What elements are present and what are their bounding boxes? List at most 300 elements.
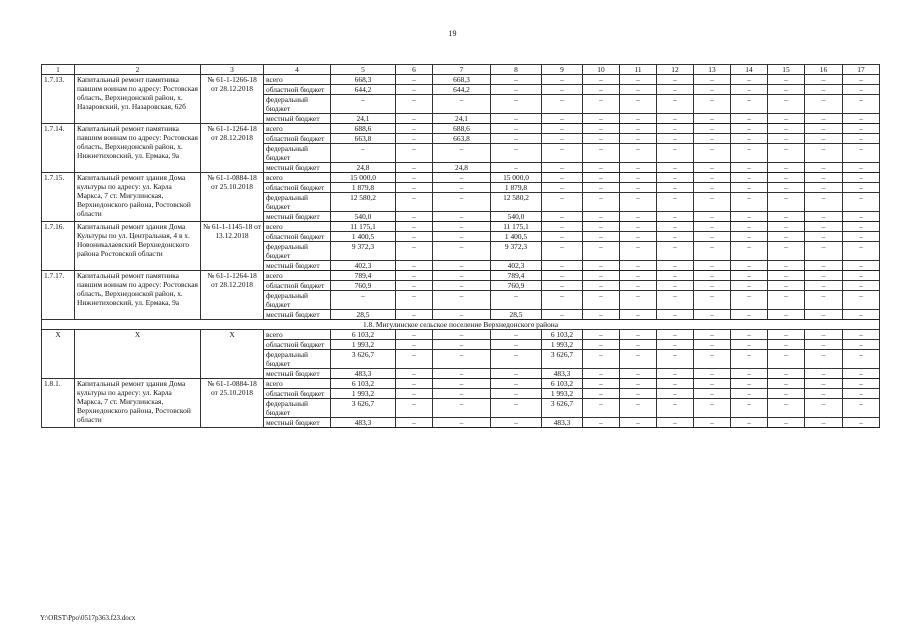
column-header-row [42, 65, 880, 75]
value-cell: – [805, 310, 843, 320]
item-number: 1.7.16. [42, 222, 75, 271]
item-description: Х [75, 330, 201, 379]
value-cell: – [694, 163, 731, 173]
value-cell: – [843, 173, 880, 183]
file-path-footer: Y:\ORST\Ppo\0517p363.f23.docx [40, 614, 136, 622]
value-cell: – [583, 85, 620, 95]
value-cell: – [768, 389, 805, 399]
value-cell: – [583, 291, 620, 310]
value-cell: – [768, 379, 805, 389]
value-cell: – [731, 418, 768, 428]
column-header: 13 [694, 65, 731, 75]
value-cell: 668,3 [433, 75, 491, 85]
value-cell: – [433, 183, 491, 193]
value-cell: 1 993,2 [542, 389, 583, 399]
value-cell: – [657, 85, 694, 95]
table-row [42, 124, 880, 134]
column-header: 2 [75, 65, 201, 75]
value-cell: – [396, 212, 433, 222]
value-cell: – [433, 144, 491, 163]
value-cell: – [843, 379, 880, 389]
value-cell: – [694, 291, 731, 310]
item-number: 1.7.17. [42, 271, 75, 320]
value-cell: 760,9 [331, 281, 396, 291]
value-cell: – [583, 350, 620, 369]
value-cell: 15 000,0 [491, 173, 542, 183]
value-cell: – [542, 95, 583, 114]
value-cell: – [694, 85, 731, 95]
value-cell: 1 993,2 [331, 389, 396, 399]
value-cell: – [433, 193, 491, 212]
value-cell: – [542, 173, 583, 183]
value-cell: – [657, 340, 694, 350]
value-cell: – [805, 134, 843, 144]
value-cell: – [396, 291, 433, 310]
value-cell: – [768, 271, 805, 281]
value-cell: – [843, 114, 880, 124]
value-cell: – [396, 183, 433, 193]
value-cell: – [768, 242, 805, 261]
column-header: 17 [843, 65, 880, 75]
value-cell: – [396, 330, 433, 340]
budget-source-label: федеральный бюджет [264, 350, 331, 369]
column-header: 1 [42, 65, 75, 75]
value-cell: 668,3 [331, 75, 396, 85]
value-cell: – [583, 310, 620, 320]
value-cell: – [542, 242, 583, 261]
value-cell: – [433, 350, 491, 369]
value-cell: – [620, 212, 657, 222]
value-cell: – [542, 222, 583, 232]
value-cell: – [396, 281, 433, 291]
value-cell: – [620, 310, 657, 320]
value-cell: – [731, 281, 768, 291]
value-cell: – [396, 95, 433, 114]
value-cell: 3 626,7 [542, 350, 583, 369]
value-cell: – [731, 75, 768, 85]
value-cell: – [433, 418, 491, 428]
value-cell: – [694, 379, 731, 389]
value-cell: – [396, 369, 433, 379]
value-cell: – [542, 212, 583, 222]
value-cell: – [396, 379, 433, 389]
value-cell: – [694, 173, 731, 183]
value-cell: – [583, 183, 620, 193]
value-cell: – [768, 95, 805, 114]
value-cell: – [491, 369, 542, 379]
value-cell: – [657, 291, 694, 310]
budget-source-label: всего [264, 222, 331, 232]
value-cell: – [731, 291, 768, 310]
value-cell: – [583, 418, 620, 428]
value-cell: – [620, 95, 657, 114]
value-cell: – [396, 163, 433, 173]
value-cell: – [805, 350, 843, 369]
value-cell: – [657, 330, 694, 340]
value-cell: – [843, 85, 880, 95]
budget-source-label: местный бюджет [264, 418, 331, 428]
value-cell: 1 400,5 [331, 232, 396, 242]
value-cell: – [396, 173, 433, 183]
value-cell: – [805, 114, 843, 124]
column-header: 9 [542, 65, 583, 75]
value-cell: – [805, 281, 843, 291]
value-cell: 540,0 [491, 212, 542, 222]
value-cell: 12 580,2 [491, 193, 542, 212]
value-cell: – [396, 271, 433, 281]
value-cell: – [491, 350, 542, 369]
value-cell: – [542, 310, 583, 320]
document-reference: № 61-1-1266-18 от 28.12.2018 [201, 75, 264, 124]
value-cell: – [843, 271, 880, 281]
budget-source-label: областной бюджет [264, 134, 331, 144]
value-cell: 483,3 [542, 418, 583, 428]
value-cell: – [805, 330, 843, 340]
value-cell: – [433, 232, 491, 242]
value-cell: – [694, 271, 731, 281]
value-cell: – [583, 173, 620, 183]
value-cell: – [433, 242, 491, 261]
value-cell: – [583, 399, 620, 418]
value-cell: – [620, 369, 657, 379]
value-cell: – [331, 95, 396, 114]
value-cell: – [768, 114, 805, 124]
column-header: 16 [805, 65, 843, 75]
value-cell: – [805, 75, 843, 85]
value-cell: – [396, 261, 433, 271]
value-cell: – [768, 281, 805, 291]
value-cell: – [843, 389, 880, 399]
value-cell: – [657, 134, 694, 144]
value-cell: – [433, 222, 491, 232]
item-description: Капитальный ремонт здания Дома культуры по адресу: ул. Карла Маркса, 7 ст. Мигулинская, Верхнедонского района, Ростовской области [75, 379, 201, 428]
value-cell: – [620, 163, 657, 173]
value-cell: – [731, 95, 768, 114]
budget-table [41, 64, 880, 428]
value-cell: – [768, 134, 805, 144]
column-header: 8 [491, 65, 542, 75]
budget-source-label: местный бюджет [264, 369, 331, 379]
value-cell: – [583, 212, 620, 222]
value-cell: – [694, 399, 731, 418]
value-cell: – [396, 399, 433, 418]
value-cell: 6 103,2 [331, 379, 396, 389]
value-cell: – [433, 310, 491, 320]
value-cell: – [657, 173, 694, 183]
value-cell: – [694, 232, 731, 242]
value-cell: – [542, 281, 583, 291]
value-cell: – [843, 399, 880, 418]
value-cell: – [620, 75, 657, 85]
value-cell: – [731, 212, 768, 222]
value-cell: – [731, 330, 768, 340]
value-cell: – [843, 134, 880, 144]
value-cell: – [620, 114, 657, 124]
value-cell: – [491, 85, 542, 95]
value-cell: 28,5 [491, 310, 542, 320]
value-cell: – [542, 163, 583, 173]
value-cell: – [583, 232, 620, 242]
value-cell: – [491, 114, 542, 124]
value-cell: – [657, 261, 694, 271]
table-row [42, 379, 880, 389]
value-cell: 15 000,0 [331, 173, 396, 183]
value-cell: – [396, 144, 433, 163]
value-cell: – [843, 330, 880, 340]
value-cell: – [396, 340, 433, 350]
item-number: 1.7.13. [42, 75, 75, 124]
value-cell: – [805, 193, 843, 212]
value-cell: – [620, 193, 657, 212]
value-cell: – [657, 281, 694, 291]
value-cell: – [396, 418, 433, 428]
value-cell: – [433, 95, 491, 114]
value-cell: – [396, 310, 433, 320]
value-cell: – [694, 222, 731, 232]
table-row [42, 75, 880, 85]
value-cell: – [433, 340, 491, 350]
value-cell: – [768, 85, 805, 95]
value-cell: – [657, 350, 694, 369]
value-cell: 12 580,2 [331, 193, 396, 212]
value-cell: – [657, 95, 694, 114]
value-cell: 3 626,7 [542, 399, 583, 418]
table-row [42, 330, 880, 340]
value-cell: – [542, 124, 583, 134]
value-cell: – [657, 242, 694, 261]
value-cell: 11 175,1 [331, 222, 396, 232]
value-cell: – [433, 291, 491, 310]
value-cell: – [731, 379, 768, 389]
value-cell: – [620, 291, 657, 310]
value-cell: – [620, 340, 657, 350]
value-cell: – [542, 183, 583, 193]
value-cell: 24,1 [331, 114, 396, 124]
value-cell: 760,9 [491, 281, 542, 291]
value-cell: – [843, 193, 880, 212]
column-header: 11 [620, 65, 657, 75]
item-number: 1.8.1. [42, 379, 75, 428]
value-cell: – [731, 134, 768, 144]
value-cell: – [768, 340, 805, 350]
value-cell: – [583, 271, 620, 281]
column-header: 3 [201, 65, 264, 75]
value-cell: – [396, 389, 433, 399]
budget-source-label: местный бюджет [264, 212, 331, 222]
value-cell: – [843, 163, 880, 173]
value-cell: – [843, 418, 880, 428]
value-cell: – [491, 95, 542, 114]
value-cell: – [805, 232, 843, 242]
value-cell: – [620, 144, 657, 163]
value-cell: – [433, 281, 491, 291]
value-cell: – [805, 242, 843, 261]
value-cell: – [768, 144, 805, 163]
value-cell: 9 372,3 [331, 242, 396, 261]
value-cell: – [694, 350, 731, 369]
table-row [42, 173, 880, 183]
value-cell: – [694, 193, 731, 212]
value-cell: – [768, 163, 805, 173]
value-cell: 483,3 [542, 369, 583, 379]
value-cell: – [657, 389, 694, 399]
value-cell: – [731, 261, 768, 271]
value-cell: – [396, 75, 433, 85]
value-cell: 663,8 [331, 134, 396, 144]
value-cell: – [620, 124, 657, 134]
value-cell: – [657, 222, 694, 232]
value-cell: – [491, 340, 542, 350]
value-cell: – [396, 193, 433, 212]
value-cell: – [583, 163, 620, 173]
column-header: 15 [768, 65, 805, 75]
value-cell: – [620, 281, 657, 291]
value-cell: – [694, 212, 731, 222]
budget-source-label: областной бюджет [264, 85, 331, 95]
value-cell: 9 372,3 [491, 242, 542, 261]
value-cell: – [491, 75, 542, 85]
budget-source-label: федеральный бюджет [264, 399, 331, 418]
value-cell: – [843, 222, 880, 232]
value-cell: – [491, 134, 542, 144]
item-number: 1.7.14. [42, 124, 75, 173]
table-body [42, 65, 880, 428]
value-cell: – [843, 95, 880, 114]
value-cell: – [768, 418, 805, 428]
value-cell: – [694, 114, 731, 124]
value-cell: – [620, 330, 657, 340]
value-cell: – [694, 242, 731, 261]
value-cell: – [433, 271, 491, 281]
column-header: 7 [433, 65, 491, 75]
budget-source-label: всего [264, 75, 331, 85]
value-cell: – [843, 144, 880, 163]
value-cell: – [843, 350, 880, 369]
value-cell: – [620, 379, 657, 389]
value-cell: 24,8 [331, 163, 396, 173]
value-cell: – [694, 261, 731, 271]
column-header: 10 [583, 65, 620, 75]
value-cell: – [731, 389, 768, 399]
value-cell: – [657, 232, 694, 242]
budget-source-label: областной бюджет [264, 232, 331, 242]
value-cell: – [694, 75, 731, 85]
value-cell: – [396, 222, 433, 232]
document-reference: № 61-1-0884-18 от 25.10.2018 [201, 173, 264, 222]
value-cell: – [805, 183, 843, 193]
value-cell: – [694, 144, 731, 163]
value-cell: – [433, 369, 491, 379]
value-cell: – [657, 193, 694, 212]
value-cell: – [694, 389, 731, 399]
value-cell: – [542, 75, 583, 85]
value-cell: – [433, 212, 491, 222]
value-cell: – [731, 193, 768, 212]
value-cell: 3 626,7 [331, 350, 396, 369]
value-cell: – [396, 350, 433, 369]
value-cell: – [731, 232, 768, 242]
value-cell: 540,0 [331, 212, 396, 222]
value-cell: – [657, 212, 694, 222]
value-cell: – [620, 418, 657, 428]
value-cell: – [491, 418, 542, 428]
value-cell: 6 103,2 [331, 330, 396, 340]
value-cell: – [731, 163, 768, 173]
item-description: Капитальный ремонт памятника павшим воинам по адресу: Ростовская область, Верхнедонской район, х. Назаровский, ул. Назаровская, 62б [75, 75, 201, 124]
value-cell: – [768, 173, 805, 183]
value-cell: – [768, 75, 805, 85]
value-cell: – [620, 85, 657, 95]
value-cell: – [542, 134, 583, 144]
value-cell: – [396, 114, 433, 124]
value-cell: – [583, 124, 620, 134]
value-cell: – [694, 330, 731, 340]
value-cell: – [768, 212, 805, 222]
value-cell: – [396, 242, 433, 261]
value-cell: – [657, 144, 694, 163]
item-description: Капитальный ремонт памятника павшим воинам по адресу: Ростовская область, Верхнедонской район, х. Нижнетиховский, ул. Ермака, 9а [75, 124, 201, 173]
value-cell: – [657, 418, 694, 428]
value-cell: – [583, 330, 620, 340]
value-cell: – [768, 124, 805, 134]
document-reference: № 61-1-1145-18 от 13.12.2018 [201, 222, 264, 271]
value-cell: 28,5 [331, 310, 396, 320]
value-cell: – [694, 369, 731, 379]
value-cell: – [583, 369, 620, 379]
value-cell: – [805, 291, 843, 310]
value-cell: – [768, 261, 805, 271]
budget-source-label: федеральный бюджет [264, 242, 331, 261]
value-cell: – [694, 281, 731, 291]
value-cell: 644,2 [331, 85, 396, 95]
value-cell: – [843, 75, 880, 85]
section-header-row [42, 320, 880, 330]
item-number: Х [42, 330, 75, 379]
value-cell: 24,8 [433, 163, 491, 173]
value-cell: – [805, 418, 843, 428]
value-cell: – [768, 183, 805, 193]
value-cell: – [620, 350, 657, 369]
value-cell: – [657, 379, 694, 389]
value-cell: – [583, 144, 620, 163]
value-cell: – [694, 134, 731, 144]
value-cell: – [768, 399, 805, 418]
value-cell: – [620, 271, 657, 281]
value-cell: – [843, 212, 880, 222]
value-cell: – [491, 291, 542, 310]
value-cell: – [805, 222, 843, 232]
value-cell: – [768, 222, 805, 232]
value-cell: – [805, 399, 843, 418]
value-cell: – [731, 222, 768, 232]
value-cell: – [731, 114, 768, 124]
value-cell: – [583, 114, 620, 124]
value-cell: – [542, 271, 583, 281]
value-cell: – [731, 124, 768, 134]
value-cell: 483,3 [331, 369, 396, 379]
budget-source-label: всего [264, 271, 331, 281]
value-cell: – [731, 85, 768, 95]
value-cell: 1 879,8 [491, 183, 542, 193]
value-cell: – [491, 389, 542, 399]
value-cell: – [694, 183, 731, 193]
value-cell: – [620, 389, 657, 399]
value-cell: – [657, 114, 694, 124]
value-cell: 789,4 [331, 271, 396, 281]
value-cell: – [694, 95, 731, 114]
item-description: Капитальный ремонт здания Дома Культуры по ул. Центральная, 4 в х. Новоникалаевский Верхнедонского района Ростовской области [75, 222, 201, 271]
value-cell: 6 103,2 [542, 330, 583, 340]
